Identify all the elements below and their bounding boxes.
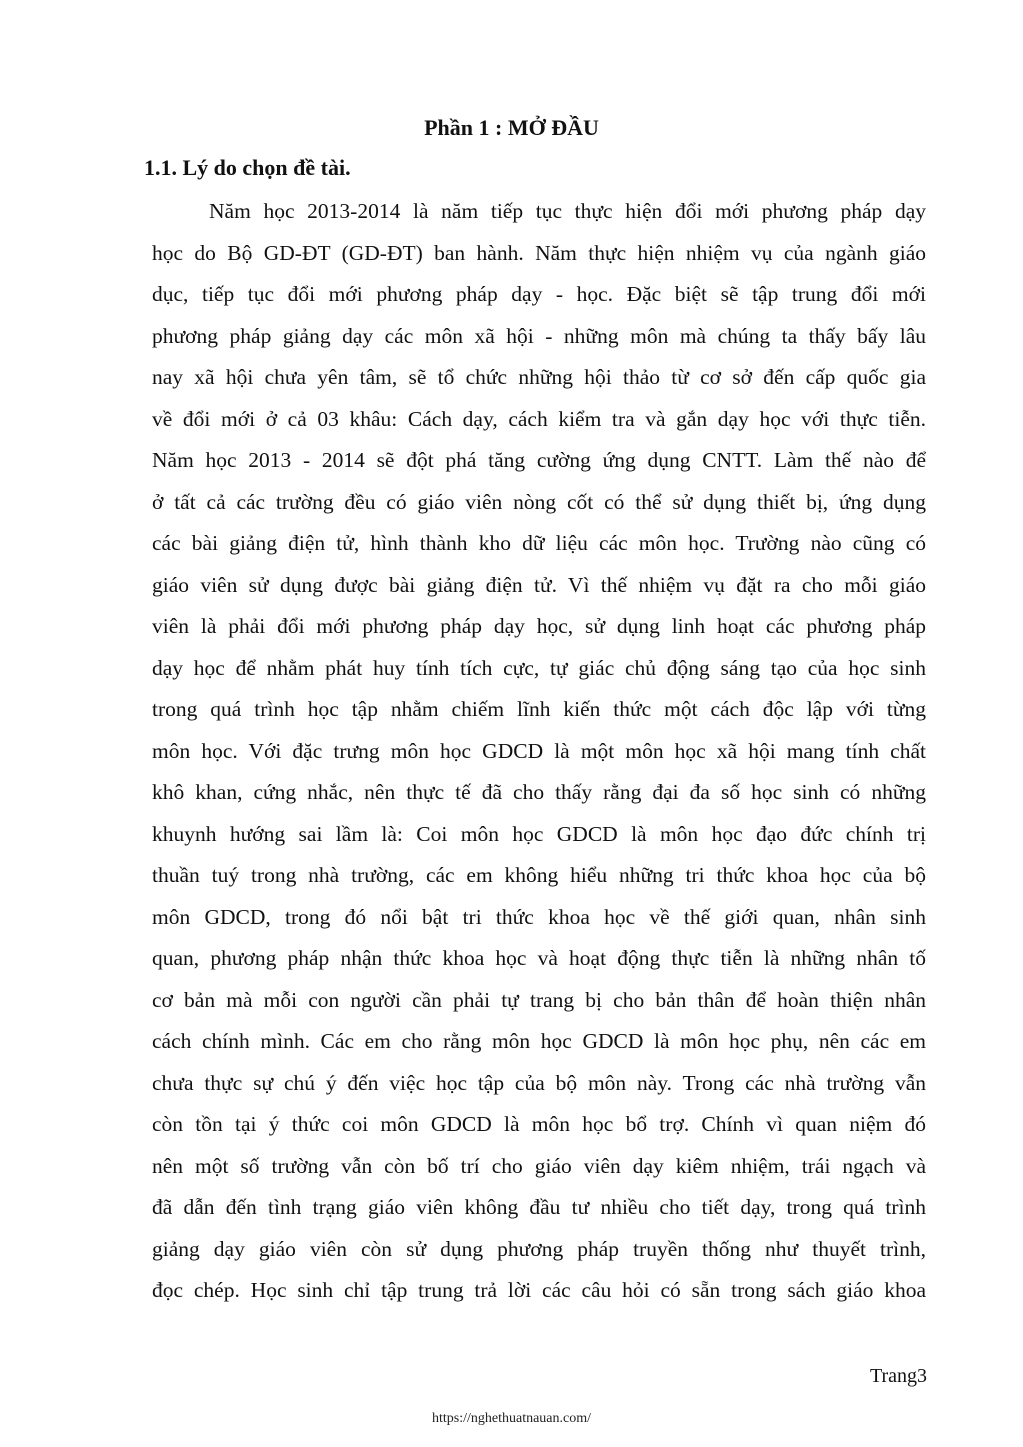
part-title: Phần 1 : MỞ ĐẦU [424, 115, 599, 140]
paragraph-line: ở tất cả các trường đều có giáo viên nòng cốt có thể sử dụng thiết bị, ứng dụng [152, 489, 926, 514]
paragraph-line: nay xã hội chưa yên tâm, sẽ tổ chức những hội thảo từ cơ sở đến cấp quốc gia [152, 365, 926, 389]
paragraph-line: học do Bộ GD-ĐT (GD-ĐT) ban hành. Năm thực hiện nhiệm vụ của ngành giáo [152, 240, 926, 265]
paragraph-line: giáo viên sử dụng được bài giảng điện tử. Vì thế nhiệm vụ đặt ra cho mỗi giáo [152, 572, 926, 597]
paragraph-line: chưa thực sự chú ý đến việc học tập của bộ môn này. Trong các nhà trường vẫn [152, 1070, 926, 1095]
page-number: Trang3 [869, 1365, 927, 1387]
paragraph-line: cách chính mình. Các em cho rằng môn học GDCD là môn học phụ, nên các em [152, 1029, 926, 1053]
paragraph-line: Năm học 2013-2014 là năm tiếp tục thực hiện đổi mới phương pháp dạy [209, 199, 926, 223]
paragraph-line: về đổi mới ở cả 03 khâu: Cách dạy, cách kiểm tra và gắn dạy học với thực tiễn. [152, 406, 926, 431]
paragraph-line: dục, tiếp tục đổi mới phương pháp dạy - học. Đặc biệt sẽ tập trung đổi mới [152, 282, 926, 306]
paragraph-line: đã dẫn đến tình trạng giáo viên không đầu tư nhiều cho tiết dạy, trong quá trình [152, 1195, 926, 1219]
paragraph-line: các bài giảng điện tử, hình thành kho dữ liệu các môn học. Trường nào cũng có [152, 531, 926, 555]
paragraph-line: trong quá trình học tập nhằm chiếm lĩnh kiến thức một cách độc lập với từng [152, 697, 926, 721]
section-heading: 1.1. Lý do chọn đề tài. [144, 155, 351, 180]
paragraph-line: Năm học 2013 - 2014 sẽ đột phá tăng cường ứng dụng CNTT. Làm thế nào để [152, 448, 926, 472]
paragraph-line: còn tồn tại ý thức coi môn GDCD là môn học bổ trợ. Chính vì quan niệm đó [152, 1112, 926, 1136]
paragraph-line: dạy học để nhằm phát huy tính tích cực, tự giác chủ động sáng tạo của học sinh [152, 655, 926, 680]
paragraph-line: cơ bản mà mỗi con người cần phải tự trang bị cho bản thân để hoàn thiện nhân [152, 987, 926, 1012]
paragraph-line: đọc chép. Học sinh chỉ tập trung trả lời các câu hỏi có sẵn trong sách giáo khoa [152, 1278, 926, 1302]
paragraph-line: phương pháp giảng dạy các môn xã hội - những môn mà chúng ta thấy bấy lâu [152, 323, 926, 348]
paragraph-line: thuần tuý trong nhà trường, các em không hiểu những tri thức khoa học của bộ [152, 863, 926, 887]
paragraph-line: môn GDCD, trong đó nổi bật tri thức khoa học về thế giới quan, nhân sinh [152, 904, 926, 929]
paragraph-line: giảng dạy giáo viên còn sử dụng phương pháp truyền thống như thuyết trình, [152, 1236, 926, 1261]
paragraph-line: viên là phải đổi mới phương pháp dạy học, sử dụng linh hoạt các phương pháp [152, 614, 926, 638]
body-paragraph [152, 191, 926, 1312]
paragraph-line: khô khan, cứng nhắc, nên thực tế đã cho thấy rằng đại đa số học sinh có những [152, 780, 926, 804]
paragraph-line: nên một số trường vẫn còn bố trí cho giáo viên dạy kiêm nhiệm, trái ngạch và [152, 1153, 926, 1178]
paragraph-line: khuynh hướng sai lầm là: Coi môn học GDCD là môn học đạo đức chính trị [152, 821, 926, 846]
paragraph-line: môn học. Với đặc trưng môn học GDCD là một môn học xã hội mang tính chất [152, 738, 926, 763]
footer-url[interactable]: https://nghethuatnauan.com/ [431, 1411, 592, 1426]
paragraph-line: quan, phương pháp nhận thức khoa học và hoạt động thực tiễn là những nhân tố [152, 946, 926, 970]
